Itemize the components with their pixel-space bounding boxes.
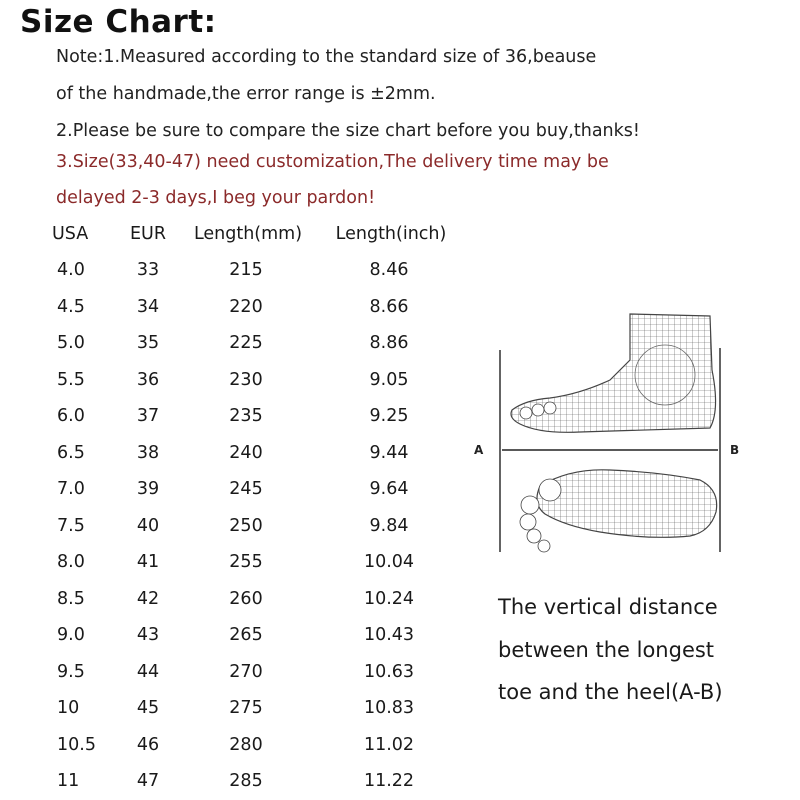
label-b: B bbox=[730, 443, 740, 457]
cell-usa: 8.0 bbox=[57, 552, 85, 572]
cell-length-mm: 275 bbox=[229, 698, 263, 718]
foot-wireframe-icon bbox=[470, 300, 760, 560]
cell-eur: 37 bbox=[136, 406, 160, 426]
cell-eur: 41 bbox=[136, 552, 160, 572]
cell-length-mm: 285 bbox=[229, 771, 263, 791]
cell-eur: 39 bbox=[136, 479, 160, 499]
cell-length-mm: 220 bbox=[229, 297, 263, 317]
note-line: 2.Please be sure to compare the size chart before you buy,thanks! bbox=[56, 121, 640, 141]
caption-line: The vertical distance bbox=[498, 595, 718, 619]
cell-usa: 7.0 bbox=[57, 479, 85, 499]
caption-line: toe and the heel(A-B) bbox=[498, 680, 723, 704]
cell-length-inch: 11.02 bbox=[363, 735, 415, 755]
cell-length-inch: 8.86 bbox=[369, 333, 409, 353]
cell-length-mm: 240 bbox=[229, 443, 263, 463]
cell-length-inch: 9.84 bbox=[369, 516, 409, 536]
cell-usa: 5.0 bbox=[57, 333, 85, 353]
cell-usa: 4.5 bbox=[57, 297, 85, 317]
note-line: 3.Size(33,40-47) need customization,The delivery time may be bbox=[56, 152, 609, 172]
cell-length-inch: 9.44 bbox=[369, 443, 409, 463]
cell-eur: 46 bbox=[136, 735, 160, 755]
cell-length-mm: 245 bbox=[229, 479, 263, 499]
header-length-inch: Length(inch) bbox=[335, 224, 447, 244]
cell-length-inch: 10.24 bbox=[363, 589, 415, 609]
cell-length-mm: 270 bbox=[229, 662, 263, 682]
note-line: Note:1.Measured according to the standard size of 36,beause bbox=[56, 47, 597, 67]
cell-eur: 43 bbox=[136, 625, 160, 645]
cell-length-mm: 230 bbox=[229, 370, 263, 390]
cell-eur: 44 bbox=[136, 662, 160, 682]
cell-length-inch: 9.05 bbox=[369, 370, 409, 390]
foot-side-view bbox=[511, 314, 716, 432]
cell-length-inch: 8.46 bbox=[369, 260, 409, 280]
cell-usa: 10.5 bbox=[57, 735, 96, 755]
cell-length-inch: 11.22 bbox=[363, 771, 415, 791]
cell-usa: 10 bbox=[57, 698, 80, 718]
cell-length-mm: 215 bbox=[229, 260, 263, 280]
cell-usa: 11 bbox=[57, 771, 80, 791]
note-line: of the handmade,the error range is ±2mm. bbox=[56, 84, 436, 104]
cell-eur: 42 bbox=[136, 589, 160, 609]
cell-eur: 36 bbox=[136, 370, 160, 390]
cell-length-inch: 8.66 bbox=[369, 297, 409, 317]
header-eur: EUR bbox=[129, 224, 167, 244]
cell-usa: 7.5 bbox=[57, 516, 85, 536]
cell-eur: 47 bbox=[136, 771, 160, 791]
label-a: A bbox=[474, 443, 484, 457]
cell-usa: 4.0 bbox=[57, 260, 85, 280]
note-line: delayed 2-3 days,I beg your pardon! bbox=[56, 188, 376, 208]
cell-eur: 33 bbox=[136, 260, 160, 280]
cell-eur: 34 bbox=[136, 297, 160, 317]
cell-length-inch: 10.04 bbox=[363, 552, 415, 572]
cell-length-inch: 9.64 bbox=[369, 479, 409, 499]
cell-length-mm: 235 bbox=[229, 406, 263, 426]
header-usa: USA bbox=[52, 224, 89, 244]
foot-sole-view bbox=[520, 470, 717, 552]
cell-usa: 6.5 bbox=[57, 443, 85, 463]
cell-usa: 8.5 bbox=[57, 589, 85, 609]
cell-eur: 35 bbox=[136, 333, 160, 353]
cell-length-mm: 250 bbox=[229, 516, 263, 536]
page-title: Size Chart: bbox=[20, 4, 217, 40]
header-length-mm: Length(mm) bbox=[193, 224, 303, 244]
cell-eur: 38 bbox=[136, 443, 160, 463]
cell-length-inch: 10.63 bbox=[363, 662, 415, 682]
cell-usa: 9.0 bbox=[57, 625, 85, 645]
cell-eur: 40 bbox=[136, 516, 160, 536]
cell-usa: 9.5 bbox=[57, 662, 85, 682]
cell-length-inch: 9.25 bbox=[369, 406, 409, 426]
cell-eur: 45 bbox=[136, 698, 160, 718]
cell-length-mm: 260 bbox=[229, 589, 263, 609]
foot-measurement-diagram bbox=[470, 300, 760, 564]
cell-length-mm: 255 bbox=[229, 552, 263, 572]
caption-line: between the longest bbox=[498, 638, 715, 662]
cell-length-mm: 265 bbox=[229, 625, 263, 645]
cell-length-inch: 10.43 bbox=[363, 625, 415, 645]
cell-usa: 6.0 bbox=[57, 406, 85, 426]
cell-length-inch: 10.83 bbox=[363, 698, 415, 718]
cell-length-mm: 225 bbox=[229, 333, 263, 353]
cell-length-mm: 280 bbox=[229, 735, 263, 755]
cell-usa: 5.5 bbox=[57, 370, 85, 390]
